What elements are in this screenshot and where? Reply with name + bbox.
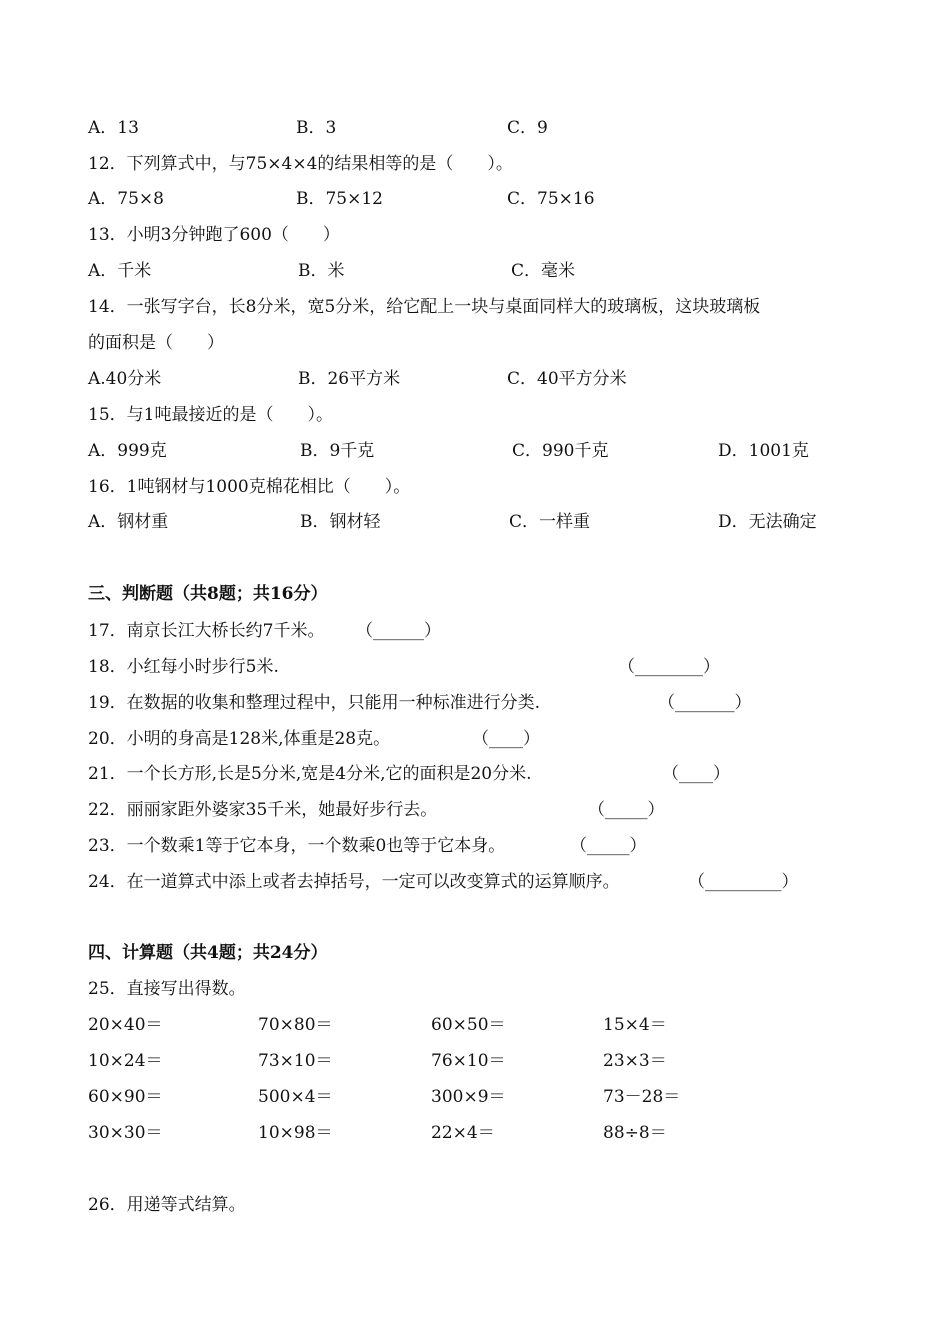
judgment-text: 19．在数据的收集和整理过程中，只能用一种标准进行分类. (88, 693, 541, 713)
judgment-row (88, 870, 888, 894)
q14-text-line1: 14．一张写字台，长8分米，宽5分米，给它配上一块与桌面同样大的玻璃板，这块玻璃板 (88, 297, 761, 317)
q14-option-c: C．40平方分米 (507, 369, 627, 389)
q11-option-b: B．3 (296, 118, 337, 138)
judgment-text: 17．南京长江大桥长约7千米。 (88, 621, 325, 641)
q25-text: 25．直接写出得数。 (88, 979, 246, 999)
q13-option-b: B．米 (298, 261, 345, 281)
q16-option-a: A．钢材重 (88, 512, 169, 532)
q11-option-c: C．9 (507, 118, 548, 138)
q15-option-b: B．9千克 (300, 441, 375, 461)
section3-title: 三、判断题（共8题；共16分） (88, 584, 328, 604)
judgment-blank: （_____） (588, 800, 665, 820)
q11-options (88, 116, 888, 140)
q16-option-c: C．一样重 (509, 512, 591, 532)
q15-option-c: C．990千克 (512, 441, 609, 461)
judgment-row (88, 619, 888, 643)
calc-row (88, 1013, 808, 1037)
q12-option-a: A．75×8 (88, 189, 164, 209)
judgment-row (88, 691, 888, 715)
judgment-row (88, 762, 888, 786)
calc-item: 20×40＝ (88, 1015, 163, 1035)
judgment-row (88, 798, 888, 822)
q12-options (88, 187, 888, 211)
calc-item: 73×10＝ (258, 1051, 333, 1071)
calc-item: 500×4＝ (258, 1087, 333, 1107)
calc-item: 73－28＝ (603, 1087, 681, 1107)
q16-text: 16．1吨钢材与1000克棉花相比（ ）。 (88, 477, 411, 497)
calc-item: 10×24＝ (88, 1051, 163, 1071)
calc-item: 22×4＝ (431, 1123, 495, 1143)
q14-options (88, 367, 888, 391)
judgment-text: 24．在一道算式中添上或者去掉括号，一定可以改变算式的运算顺序。 (88, 872, 620, 892)
judgment-blank: （________） (618, 657, 720, 677)
judgment-blank: （____） (662, 764, 730, 784)
judgment-row (88, 834, 888, 858)
calc-row (88, 1085, 808, 1109)
q14-text-line2: 的面积是（ ） (88, 333, 224, 353)
q16-option-b: B．钢材轻 (300, 512, 381, 532)
q15-text: 15．与1吨最接近的是（ ）。 (88, 405, 333, 425)
calc-row (88, 1121, 808, 1145)
q15-option-d: D．1001克 (718, 441, 809, 461)
q13-options (88, 259, 888, 283)
calc-item: 70×80＝ (258, 1015, 333, 1035)
q14-option-a: A.40分米 (88, 369, 162, 389)
judgment-blank: （____） (472, 729, 540, 749)
judgment-blank: （______） (356, 621, 441, 641)
judgment-text: 18．小红每小时步行5米. (88, 657, 279, 677)
calc-item: 60×50＝ (431, 1015, 506, 1035)
q11-option-a: A．13 (88, 118, 139, 138)
judgment-text: 23．一个数乘1等于它本身，一个数乘0也等于它本身。 (88, 836, 506, 856)
calc-item: 88÷8＝ (603, 1123, 667, 1143)
q26-text: 26．用递等式结算。 (88, 1195, 246, 1215)
judgment-text: 21．一个长方形,长是5分米,宽是4分米,它的面积是20分米. (88, 764, 532, 784)
q12-option-b: B．75×12 (296, 189, 384, 209)
judgment-blank: （_______） (658, 693, 752, 713)
calc-item: 60×90＝ (88, 1087, 163, 1107)
calc-item: 30×30＝ (88, 1123, 163, 1143)
q15-option-a: A．999克 (88, 441, 167, 461)
judgment-blank: （_________） (688, 872, 799, 892)
q12-text: 12．下列算式中，与75×4×4的结果相等的是（ ）。 (88, 154, 513, 174)
judgment-row (88, 727, 888, 751)
q16-options (88, 510, 888, 534)
judgment-text: 20．小明的身高是128米,体重是28克。 (88, 729, 391, 749)
calc-item: 76×10＝ (431, 1051, 506, 1071)
calc-item: 10×98＝ (258, 1123, 333, 1143)
q13-option-a: A．千米 (88, 261, 152, 281)
calc-row (88, 1049, 808, 1073)
q12-option-c: C．75×16 (507, 189, 595, 209)
calc-item: 23×3＝ (603, 1051, 667, 1071)
judgment-text: 22．丽丽家距外婆家35千米，她最好步行去。 (88, 800, 438, 820)
calc-item: 300×9＝ (431, 1087, 506, 1107)
q16-option-d: D．无法确定 (718, 512, 817, 532)
judgment-row (88, 655, 888, 679)
judgment-blank: （_____） (570, 836, 647, 856)
q13-text: 13．小明3分钟跑了600（ ） (88, 225, 340, 245)
q14-option-b: B．26平方米 (298, 369, 401, 389)
section4-title: 四、计算题（共4题；共24分） (88, 943, 328, 963)
calc-item: 15×4＝ (603, 1015, 667, 1035)
q15-options (88, 439, 888, 463)
q13-option-c: C．毫米 (511, 261, 576, 281)
